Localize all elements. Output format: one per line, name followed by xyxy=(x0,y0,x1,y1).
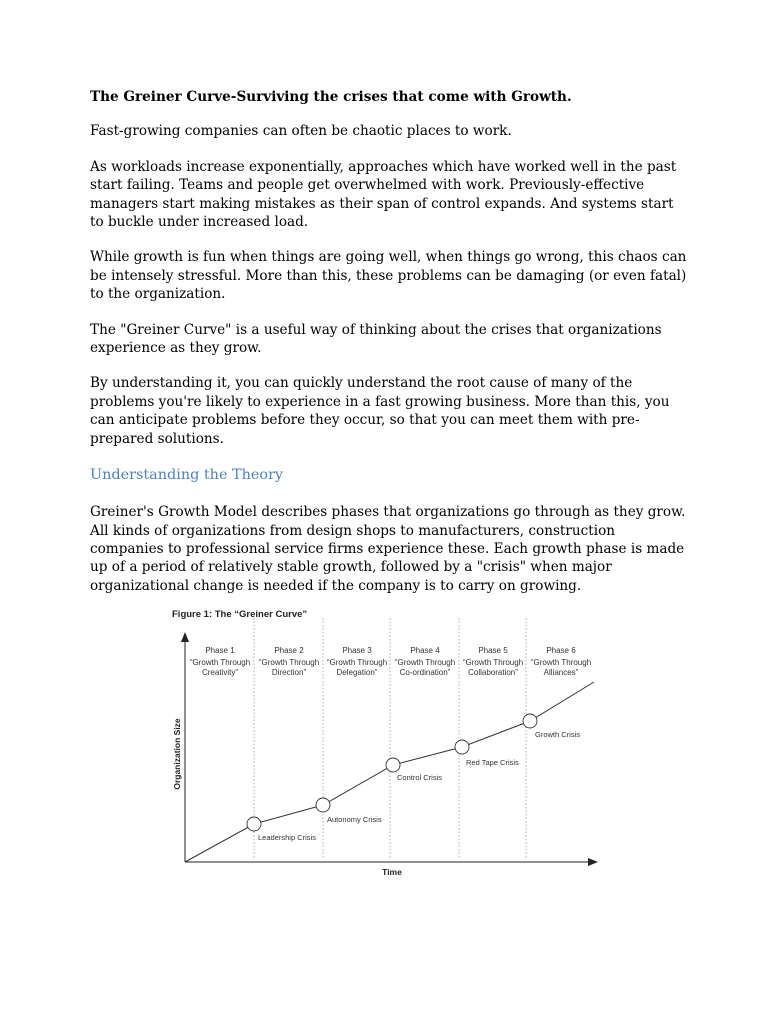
phase-5-line2: Collaboration” xyxy=(468,668,518,677)
paragraph: By understanding it, you can quickly understand the root cause of many of the problems you're likely to experience in a fast growing business. More than this, you can anticipate problems before they occur, so that you can meet them with pre-prepared solutions. xyxy=(90,375,670,447)
phase-3-name: Phase 3 xyxy=(342,646,372,655)
phase-5-line1: “Growth Through xyxy=(462,658,524,667)
paragraph: Greiner's Growth Model describes phases that organizations go through as they grow. All kinds of organizations from design shops to manufacturers, construction companies to professional service firms experience these. Each growth phase is made up of a period of relatively stable growth, followed by a "crisis" when major organizational change is needed if the company is to carry on growing. xyxy=(90,504,686,594)
crisis-marker xyxy=(316,798,330,812)
x-axis-label: Time xyxy=(382,867,402,877)
crisis-label-leadership: Leadership Crisis xyxy=(258,833,316,842)
crisis-label-control: Control Crisis xyxy=(397,773,443,782)
phase-1-name: Phase 1 xyxy=(205,646,235,655)
growth-curve xyxy=(185,682,594,862)
phase-2-line2: Direction” xyxy=(271,668,307,677)
phase-6-name: Phase 6 xyxy=(546,646,576,655)
crisis-label-red-tape: Red Tape Crisis xyxy=(466,758,519,767)
phase-1-line2: Creativity” xyxy=(201,668,239,677)
paragraph: The "Greiner Curve" is a useful way of thinking about the crises that organizations experience as they grow. xyxy=(90,321,662,357)
phase-3-line1: “Growth Through xyxy=(326,658,388,667)
document-title: The Greiner Curve-Surviving the crises that come with Growth. xyxy=(90,89,572,105)
y-axis-arrow xyxy=(181,632,189,642)
phase-labels xyxy=(190,646,591,677)
phase-5-name: Phase 5 xyxy=(478,646,508,655)
phase-4-name: Phase 4 xyxy=(410,646,440,655)
figure-caption: Figure 1: The “Greiner Curve” xyxy=(172,609,308,620)
phase-3-line2: Delegation” xyxy=(336,668,378,677)
crisis-marker xyxy=(455,740,469,754)
paragraph: While growth is fun when things are going well, when things go wrong, this chaos can be intensely stressful. More than this, these problems can be damaging (or even fatal) to the organization. xyxy=(90,249,687,303)
crisis-label-growth: Growth Crisis xyxy=(535,730,581,739)
greiner-curve-figure xyxy=(168,604,608,884)
paragraph: Fast-growing companies can often be chaotic places to work. xyxy=(90,123,512,140)
crisis-marker xyxy=(386,758,400,772)
paragraph: As workloads increase exponentially, approaches which have worked well in the past start failing. Teams and people get overwhelmed with work. Previously-effective managers start making mistakes as their span of control expands. And systems start to buckle under increased load. xyxy=(90,158,677,231)
phase-4-line2: Co-ordination” xyxy=(399,668,451,677)
phase-2-line1: “Growth Through xyxy=(258,658,320,667)
crisis-marker xyxy=(247,817,261,831)
phase-1-line1: “Growth Through xyxy=(189,658,251,667)
greiner-curve-diagram xyxy=(168,604,608,884)
phase-6-line2: Alliances” xyxy=(543,668,579,677)
phase-2-name: Phase 2 xyxy=(274,646,304,655)
crisis-marker xyxy=(523,714,537,728)
document-body xyxy=(90,88,690,612)
phase-6-line1: “Growth Through xyxy=(530,658,592,667)
crisis-labels xyxy=(258,730,580,842)
section-heading: Understanding the Theory xyxy=(90,467,284,484)
x-axis-arrow xyxy=(588,858,598,866)
phase-4-line1: “Growth Through xyxy=(394,658,456,667)
crisis-label-autonomy: Autonomy Crisis xyxy=(327,815,382,824)
y-axis-label: Organization Size xyxy=(172,718,182,790)
